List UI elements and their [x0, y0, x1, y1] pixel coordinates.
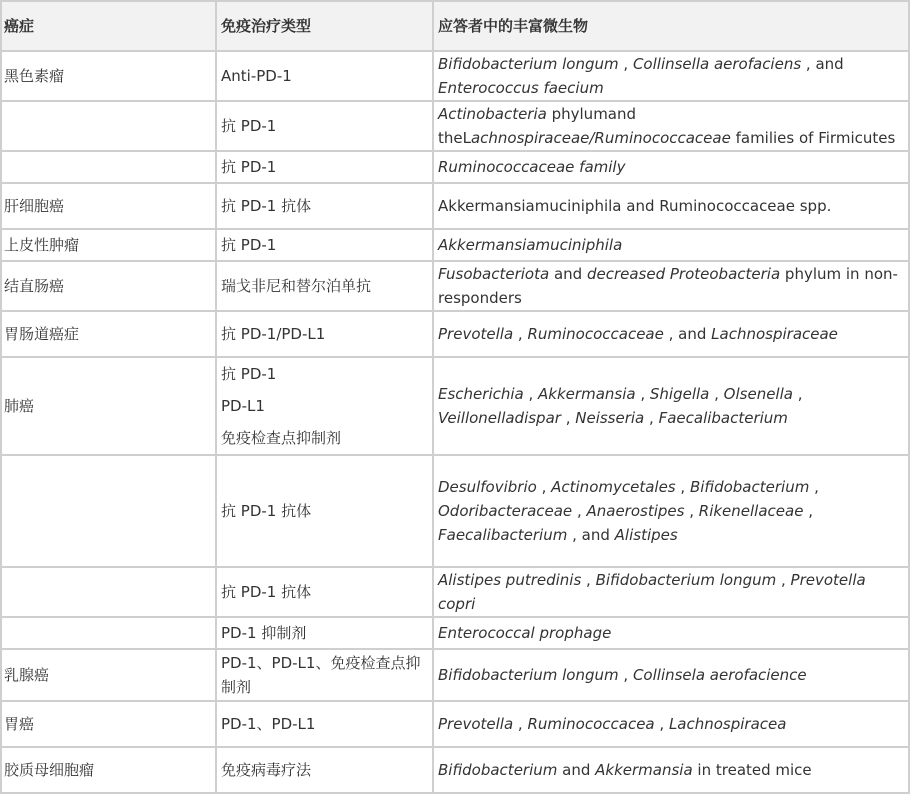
- therapy-line: PD-L1: [221, 397, 265, 415]
- cancer-cell: 黑色素瘤: [1, 51, 216, 101]
- table-row: [1, 229, 909, 261]
- microbe-text: phylum in non-responders: [438, 265, 898, 307]
- taxon-name: Fusobacteriota: [438, 265, 550, 283]
- taxon-name: Lachnospiraceae: [711, 325, 838, 343]
- taxon-name: Odoribacteraceae: [438, 502, 573, 520]
- therapy-cell: PD-1 抑制剂: [216, 617, 433, 649]
- microbe-text: in treated mice: [692, 761, 812, 779]
- taxon-name: Prevotella: [438, 715, 514, 733]
- microbes-cell: [433, 455, 909, 567]
- microbe-text: and: [557, 761, 596, 779]
- microbe-text: ,: [792, 385, 803, 403]
- taxon-name: Enterococcus faecium: [438, 79, 604, 97]
- microbes-cell: [433, 261, 909, 311]
- taxon-name: Actinobacteria: [438, 105, 547, 123]
- table-row: [1, 701, 909, 747]
- therapy-cell: PD-1、PD-L1: [216, 701, 433, 747]
- microbes-cell: [433, 151, 909, 183]
- header-microbes: 应答者中的丰富微生物: [433, 1, 909, 51]
- cancer-cell: 胃肠道癌症: [1, 311, 216, 357]
- microbe-text: ,: [654, 715, 669, 733]
- taxon-name: achnospiraceae/Ruminococcaceae: [470, 129, 731, 147]
- microbe-text: ,: [513, 715, 528, 733]
- table-row: [1, 311, 909, 357]
- table-row: [1, 567, 909, 617]
- microbe-text: ,: [523, 385, 539, 403]
- table-row: [1, 51, 909, 101]
- taxon-name: Actinomycetales: [551, 478, 676, 496]
- microbe-text: ,: [803, 502, 813, 520]
- therapy-cell: 抗 PD-1: [216, 151, 433, 183]
- therapy-cell: 抗 PD-1/PD-L1: [216, 311, 433, 357]
- microbe-text: , and: [567, 526, 615, 544]
- taxon-name: Rikenellaceae: [698, 502, 804, 520]
- microbes-cell: [433, 567, 909, 617]
- therapy-cell: 抗 PD-1: [216, 101, 433, 151]
- cancer-cell: [1, 617, 216, 649]
- microbes-cell: [433, 701, 909, 747]
- cancer-cell: [1, 151, 216, 183]
- cancer-cell: 胃癌: [1, 701, 216, 747]
- taxon-name: Ruminococcacea: [527, 715, 655, 733]
- microbes-cell: [433, 311, 909, 357]
- header-row: [1, 1, 909, 51]
- microbe-text: ,: [513, 325, 528, 343]
- microbes-cell: [433, 357, 909, 455]
- table-row: [1, 617, 909, 649]
- cancer-cell: 乳腺癌: [1, 649, 216, 701]
- table-row: [1, 101, 909, 151]
- microbe-text: ,: [709, 385, 724, 403]
- table-row: [1, 261, 909, 311]
- taxon-name: Olsenella: [723, 385, 793, 403]
- cancer-cell: [1, 455, 216, 567]
- cancer-cell: [1, 101, 216, 151]
- taxon-name: Faecalibacterium: [658, 409, 788, 427]
- taxon-name: Collinsela aerofacience: [632, 666, 807, 684]
- taxon-name: Faecalibacterium: [438, 526, 568, 544]
- taxon-name: Prevotella: [438, 325, 514, 343]
- therapy-line: 免疫检查点抑制剂: [221, 429, 342, 447]
- taxon-name: Desulfovibrio: [438, 478, 537, 496]
- microbes-cell: [433, 649, 909, 701]
- taxon-name: Ruminococcaceae family: [438, 158, 626, 176]
- microbe-text: ,: [684, 502, 699, 520]
- taxon-name: Bifidobacterium longum: [438, 666, 619, 684]
- microbes-cell: [433, 229, 909, 261]
- cancer-cell: 胶质母细胞瘤: [1, 747, 216, 793]
- microbe-text: ,: [675, 478, 690, 496]
- table-row: [1, 747, 909, 793]
- microbe-text: ,: [536, 478, 552, 496]
- taxon-name: Akkermansiamuciniphila: [438, 236, 623, 254]
- microbe-text: ,: [635, 385, 650, 403]
- microbe-text: , and: [663, 325, 712, 343]
- microbes-cell: [433, 51, 909, 101]
- microbe-text: phylumand theL: [438, 105, 637, 147]
- therapy-cell: 抗 PD-1: [216, 229, 433, 261]
- taxon-name: Ruminococcaceae: [527, 325, 664, 343]
- cancer-cell: 肝细胞癌: [1, 183, 216, 229]
- therapy-cell: 抗 PD-1 抗体: [216, 183, 433, 229]
- therapy-cell: 抗 PD-1 抗体: [216, 567, 433, 617]
- taxon-name: Collinsella aerofaciens: [632, 55, 802, 73]
- taxon-name: decreased Proteobacteria: [586, 265, 781, 283]
- taxon-name: Prevotella copri: [438, 571, 866, 613]
- taxon-name: Alistipes: [614, 526, 678, 544]
- taxon-name: Alistipes putredinis: [438, 571, 582, 589]
- therapy-cell: [216, 357, 433, 455]
- taxon-name: Anaerostipes: [586, 502, 685, 520]
- microbe-text: ,: [618, 666, 633, 684]
- therapy-cell: 抗 PD-1 抗体: [216, 455, 433, 567]
- microbes-cell: [433, 101, 909, 151]
- table-row: [1, 357, 909, 455]
- microbe-text: , and: [801, 55, 844, 73]
- table-row: [1, 455, 909, 567]
- microbe-text: and: [549, 265, 587, 283]
- therapy-cell: PD-1、PD-L1、免疫检查点抑制剂: [216, 649, 433, 701]
- microbe-text: ,: [618, 55, 633, 73]
- microbe-text: ,: [644, 409, 659, 427]
- therapy-line: 抗 PD-1: [221, 365, 277, 383]
- microbes-cell: [433, 747, 909, 793]
- microbe-text: ,: [776, 571, 791, 589]
- taxon-name: Akkermansia: [538, 385, 636, 403]
- cancer-cell: 上皮性肿瘤: [1, 229, 216, 261]
- microbe-text: families of Firmicutes: [730, 129, 896, 147]
- taxon-name: Escherichia: [438, 385, 524, 403]
- header-cancer: 癌症: [1, 1, 216, 51]
- taxon-name: Veillonelladispar: [438, 409, 561, 427]
- microbe-text: ,: [572, 502, 587, 520]
- therapy-cell: Anti-PD-1: [216, 51, 433, 101]
- therapy-cell: 瑞戈非尼和替尔泊单抗: [216, 261, 433, 311]
- taxon-name: Bifidobacterium longum: [595, 571, 777, 589]
- taxon-name: Enterococcal prophage: [438, 624, 612, 642]
- taxon-name: Bifidobacterium longum: [438, 55, 619, 73]
- table-row: [1, 649, 909, 701]
- cancer-cell: [1, 567, 216, 617]
- microbe-text: Akkermansiamuciniphila and Ruminococcaceae spp.: [438, 197, 832, 215]
- taxon-name: Akkermansia: [595, 761, 693, 779]
- microbe-text: ,: [581, 571, 596, 589]
- taxon-name: Shigella: [649, 385, 710, 403]
- cancer-cell: 肺癌: [1, 357, 216, 455]
- taxon-name: Bifidobacterium: [689, 478, 810, 496]
- table-row: [1, 183, 909, 229]
- taxon-name: Lachnospiracea: [668, 715, 787, 733]
- microbes-cell: [433, 183, 909, 229]
- table-row: [1, 151, 909, 183]
- microbe-text: ,: [809, 478, 819, 496]
- microbe-text: ,: [560, 409, 576, 427]
- therapy-cell: 免疫病毒疗法: [216, 747, 433, 793]
- microbes-cell: [433, 617, 909, 649]
- taxon-name: Bifidobacterium: [438, 761, 558, 779]
- taxon-name: Neisseria: [575, 409, 645, 427]
- header-therapy: 免疫治疗类型: [216, 1, 433, 51]
- cancer-cell: 结直肠癌: [1, 261, 216, 311]
